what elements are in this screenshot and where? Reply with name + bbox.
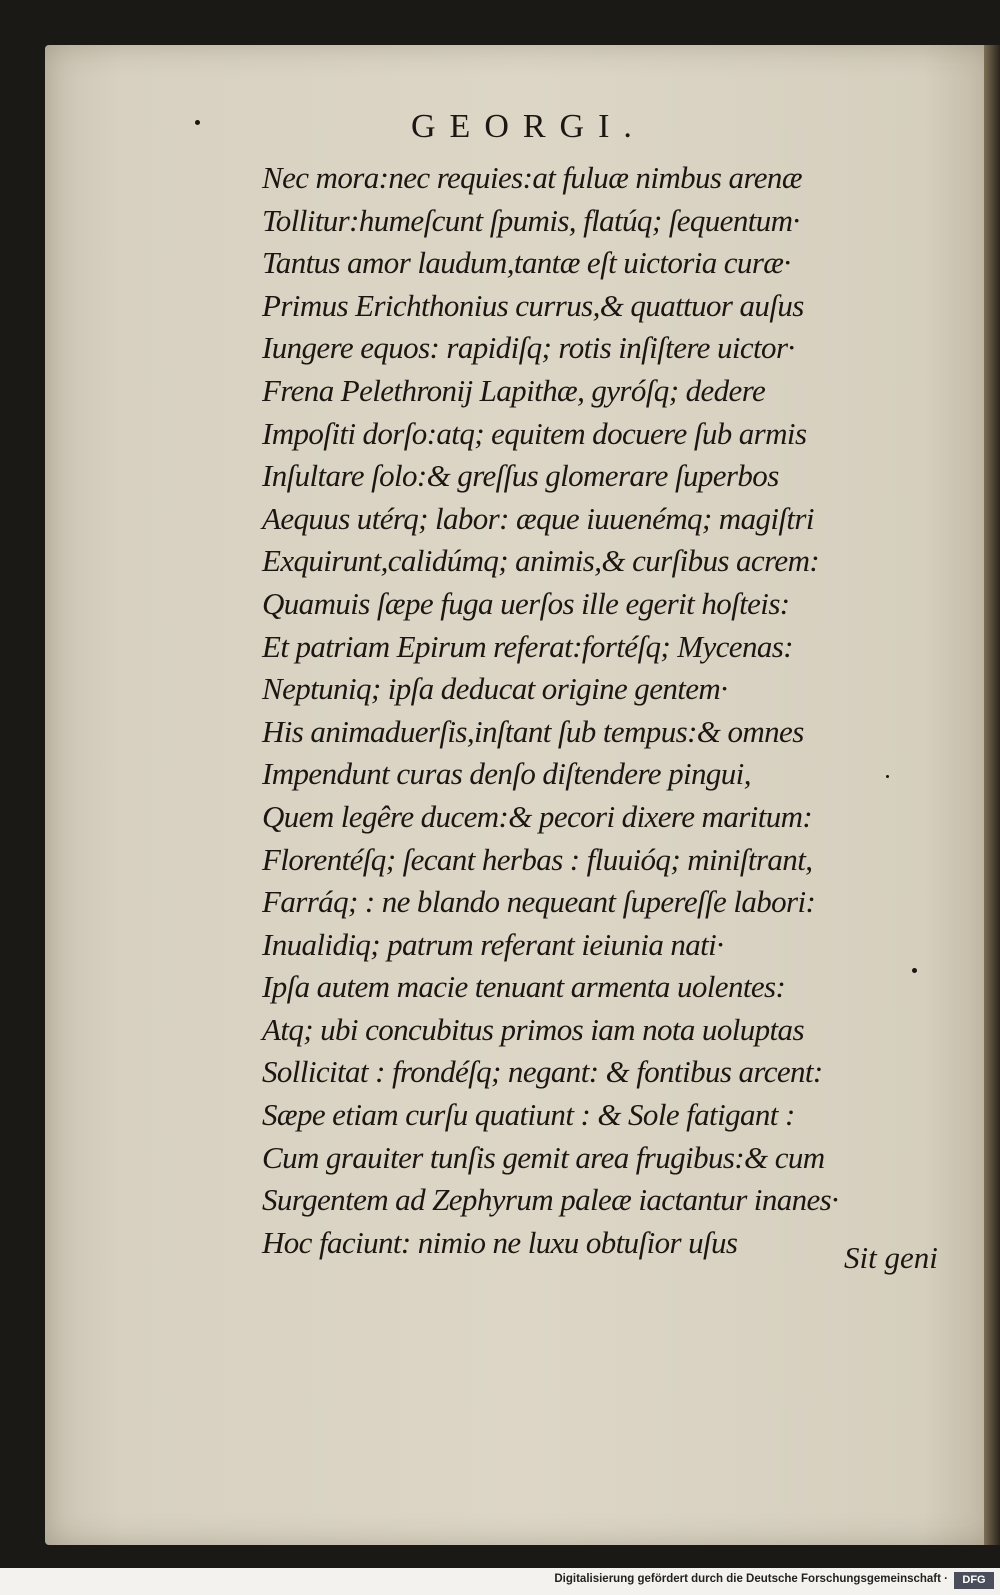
bleed-through-text: [905, 140, 975, 1240]
verse-line: Cum grauiter tunſis gemit area frugibus:& cum: [262, 1139, 825, 1175]
verse-line: Tollitur:humeſcunt ſpumis, flatúq; ſequentum·: [262, 202, 800, 238]
verse-line: Quem legêre ducem:& pecori dixere maritum:: [262, 798, 813, 834]
ink-speck: [912, 968, 917, 973]
verse-line: Quamuis ſæpe fuga uerſos ille egerit hoſteis:: [262, 585, 790, 621]
verse-line: Et patriam Epirum referat:fortéſq; Mycenas:: [262, 628, 793, 664]
verse-line: Neptuniq; ipſa deducat origine gentem·: [262, 671, 728, 707]
verse-line: Iungere equos: rapidiſq; rotis inſiſtere uictor·: [262, 330, 795, 366]
verse-line: Primus Erichthonius currus,& quattuor auſus: [262, 287, 804, 323]
verse-line: Frena Pelethronij Lapithæ, gyróſq; dedere: [262, 372, 766, 408]
funding-credit: Digitalisierung gefördert durch die Deutsche Forschungsgemeinschaft ·: [554, 1573, 948, 1585]
verse-line: His animaduerſis,inſtant ſub tempus:& omnes: [262, 713, 804, 749]
verse-line: Nec mora:nec requies:at fuluæ nimbus arenæ: [262, 160, 802, 195]
verse-line: Inualidiq; patrum referant ieiunia nati·: [262, 926, 724, 962]
verse-line: Surgentem ad Zephyrum paleæ iactantur inanes·: [262, 1182, 839, 1218]
ink-speck: [195, 120, 200, 125]
verse-line: Impoſiti dorſo:atq; equitem docuere ſub armis: [262, 415, 807, 451]
dfg-logo: DFG: [954, 1572, 994, 1589]
verse-line: Exquirunt,calidúmq; animis,& curſibus acrem:: [262, 543, 820, 579]
running-title: GEORGI.: [411, 108, 646, 145]
verse-line: Atq; ubi concubitus primos iam nota uoluptas: [262, 1011, 804, 1047]
verse-line: Tantus amor laudum,tantæ eſt uictoria curæ·: [262, 245, 791, 281]
ink-speck: [886, 775, 889, 778]
verse-line: Farráq; : ne blando nequeant ſupereſſe labori:: [262, 884, 816, 920]
verse-line: Sæpe etiam curſu quatiunt : & Sole fatigant :: [262, 1097, 795, 1133]
catchword: Sit geni: [844, 1240, 938, 1275]
verse-line: Inſultare ſolo:& greſſus glomerare ſuperbos: [262, 458, 779, 494]
facing-page-edge: [984, 45, 1000, 1545]
footer-bar: [0, 1568, 1000, 1595]
verse-line: Aequus utérq; labor: æque iuuenémq; magiſtri: [262, 500, 814, 536]
verse-line: Sollicitat : frondéſq; negant: & fontibus arcent:: [262, 1054, 823, 1090]
verse-line: Ipſa autem macie tenuant armenta uolentes:: [262, 969, 786, 1005]
verse-block: [262, 157, 838, 1264]
verse-line: Florentéſq; ſecant herbas : fluuióq; miniſtrant,: [262, 841, 813, 877]
verse-line: Hoc faciunt: nimio ne luxu obtuſior uſus: [262, 1224, 738, 1260]
verse-line: Impendunt curas denſo diſtendere pingui,: [262, 756, 751, 792]
